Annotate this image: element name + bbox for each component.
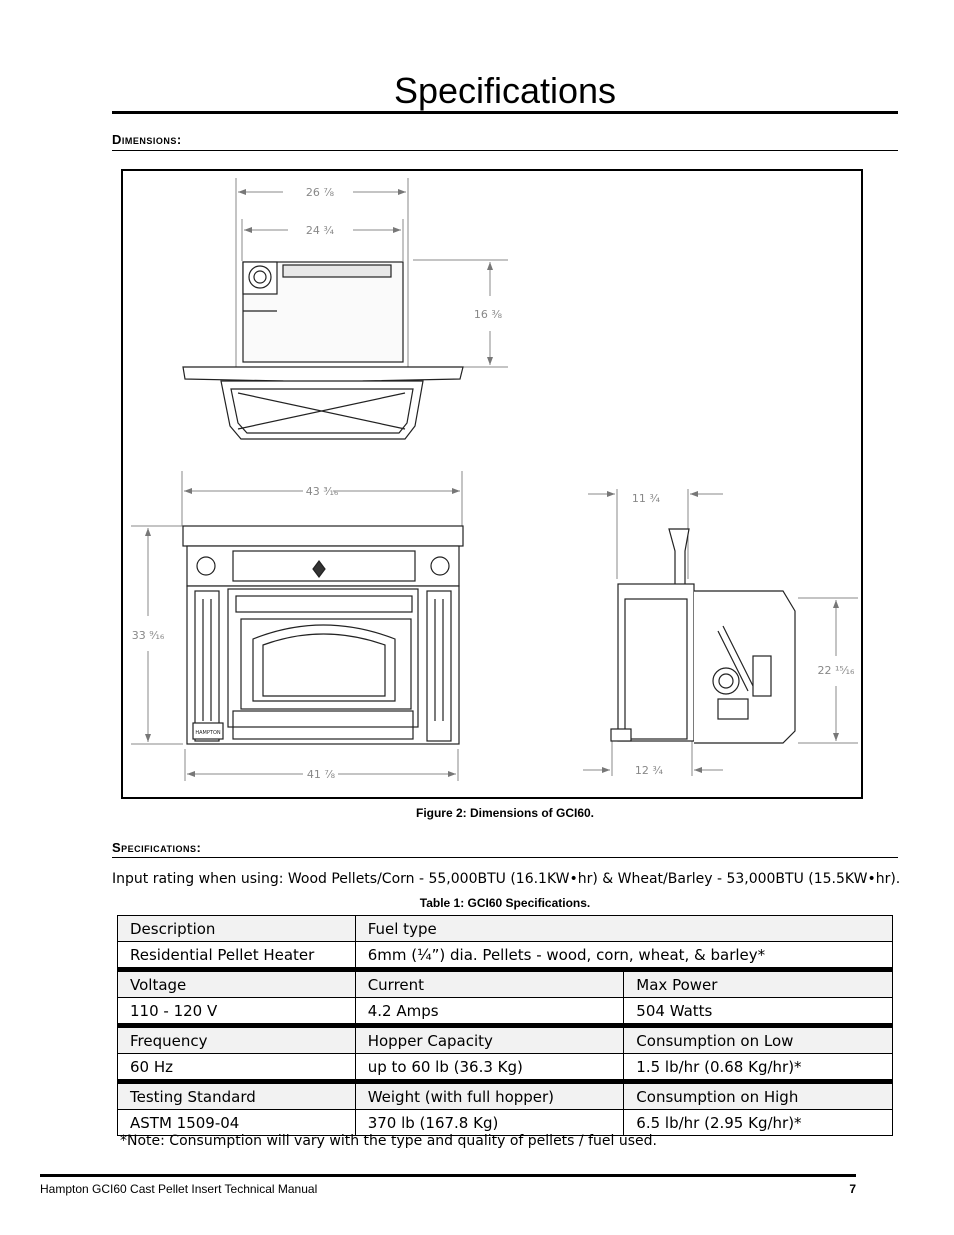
consumption-note: *Note: Consumption will vary with the type and quality of pellets / fuel used. [120,1133,657,1149]
specifications-heading: Specifications: [112,840,202,855]
title-rule [112,111,898,114]
table-cell: Testing Standard [118,1082,356,1110]
table-cell: 1.5 lb/hr (0.68 Kg/hr)* [624,1054,893,1082]
specifications-table [117,915,893,1136]
table-row [118,942,893,970]
dim-front-width-top: 43 ³⁄₁₆ [305,485,339,498]
specifications-rule [112,857,898,858]
footer-page-number: 7 [849,1182,856,1196]
table-row [118,1026,893,1054]
table-cell: 504 Watts [624,998,893,1026]
table-cell: Consumption on High [624,1082,893,1110]
front-view-drawing [183,526,463,744]
table-cell: Voltage [118,970,356,998]
table-row [118,1054,893,1082]
top-view-drawing [183,262,463,439]
table-caption: Table 1: GCI60 Specifications. [419,896,591,910]
side-view-drawing [611,529,795,743]
table-cell: 6mm (¼”) dia. Pellets - wood, corn, wheat, & barley* [355,942,892,970]
input-rating-text: Input rating when using: Wood Pellets/Corn - 55,000BTU (16.1KW•hr) & Wheat/Barley - 53,000BTU (15.5KW•hr). [112,871,901,887]
hampton-logo: HAMPTON [195,730,221,736]
table-row [118,1082,893,1110]
figure-caption: Figure 2: Dimensions of GCI60. [415,806,595,820]
dim-front-height: 33 ⁹⁄₁₆ [131,629,165,642]
footer-rule [40,1174,856,1177]
table-cell: Hopper Capacity [355,1026,624,1054]
table-cell: Fuel type [355,916,892,942]
table-cell: Description [118,916,356,942]
table-row [118,916,893,942]
dimensions-figure [121,169,863,799]
dimensions-rule [112,150,898,151]
dim-top-inner-width: 24 ¾ [305,224,335,237]
dim-side-top: 11 ¾ [631,492,661,505]
dim-side-bottom: 12 ¾ [634,764,664,777]
table-row [118,970,893,998]
table-cell: Frequency [118,1026,356,1054]
table-cell: Current [355,970,624,998]
table-cell: 60 Hz [118,1054,356,1082]
page-title: Specifications [393,70,617,111]
dim-side-height: 22 ¹⁵⁄₁₆ [817,664,855,677]
dim-top-depth: 16 ⅜ [473,308,503,321]
footer-manual-title: Hampton GCI60 Cast Pellet Insert Technical Manual [40,1182,318,1196]
table-cell: ASTM 1509-04 [118,1110,356,1136]
table-cell: 4.2 Amps [355,998,624,1026]
dim-front-width-bottom: 41 ⅞ [306,768,336,781]
dim-top-outer-width: 26 ⅞ [305,186,335,199]
table-row [118,998,893,1026]
table-row [118,1110,893,1136]
dimensions-drawing [123,171,861,797]
table-cell: up to 60 lb (36.3 Kg) [355,1054,624,1082]
table-cell: 110 - 120 V [118,998,356,1026]
table-cell: Residential Pellet Heater [118,942,356,970]
table-cell: Max Power [624,970,893,998]
table-cell: Weight (with full hopper) [355,1082,624,1110]
table-cell: 370 lb (167.8 Kg) [355,1110,624,1136]
table-cell: Consumption on Low [624,1026,893,1054]
dimensions-heading: Dimensions: [112,132,182,147]
table-cell: 6.5 lb/hr (2.95 Kg/hr)* [624,1110,893,1136]
